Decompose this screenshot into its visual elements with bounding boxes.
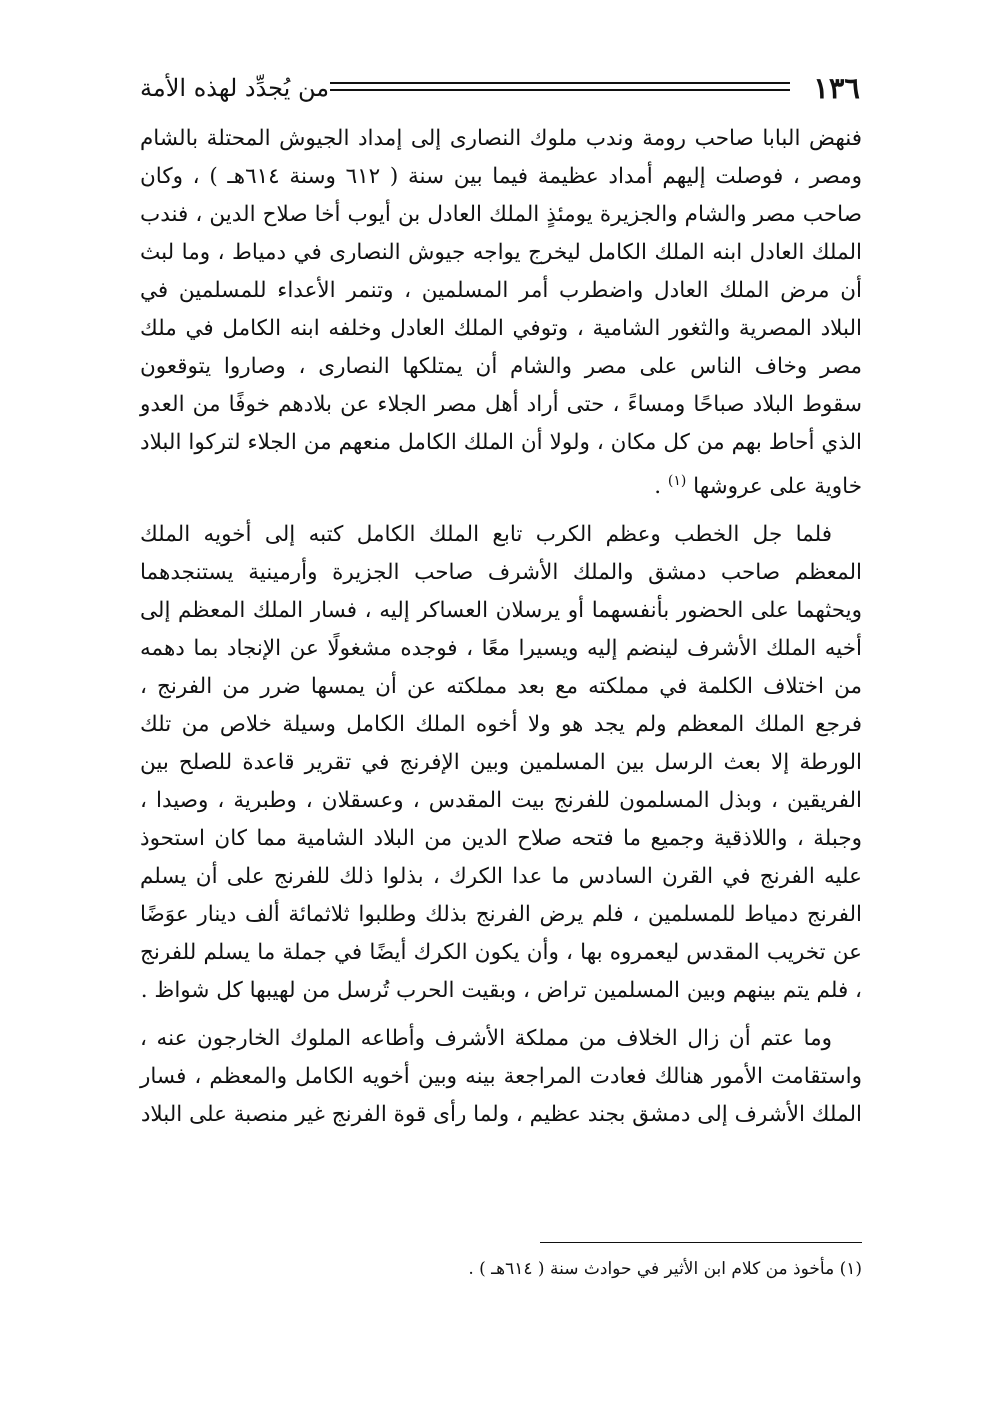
footnote-reference: (١) (667, 473, 687, 489)
paragraph-1-ending: . (654, 474, 668, 500)
page-header (140, 68, 860, 108)
paragraph-1-text: فنهض البابا صاحب رومة وندب ملوك النصارى إلى إمداد الجيوش المحتلة بالشام ومصر ، فوصلت إليهم أمداد عظيمة فيما بين سنة ( ٦١٢ وسنة ٦١٤هـ ) ، وكان صاحب مصر والشام والجزيرة يومئذٍ الملك العادل بن أيوب أخا صلاح الدين ، فندب الملك العادل ابنه الملك الكامل ليخرج يواجه جيوش النصارى في دمياط ، وما لبث أن مرض الملك العادل واضطرب أمر المسلمين ، وتنمر الأعداء للمسلمين في البلاد المصرية والثغور الشامية ، وتوفي الملك العادل وخلفه ابنه الكامل في ملك مصر وخاف الناس على مصر والشام أن يمتلكها النصارى ، وصاروا يتوقعون سقوط البلاد صباحًا ومساءً ، حتى أراد أهل مصر الجلاء عن بلادهم خوفًا من العدو الذي أحاط بهم من كل مكان ، ولولا أن الملك الكامل منعهم من الجلاء لتركوا البلاد خاوية على عروشها (140, 126, 862, 500)
footnote-separator (540, 1242, 862, 1243)
main-text (140, 120, 862, 1134)
footnote: (١) مأخوذ من كلام ابن الأثير في حوادث سنة ( ٦١٤هـ ) . (468, 1259, 862, 1279)
running-title: من يُجدِّد لهذه الأمة (140, 74, 330, 102)
header-double-rule (330, 82, 790, 91)
page-number: ١٣٦ (813, 71, 860, 105)
paragraph-3: وما عتم أن زال الخلاف من مملكة الأشرف وأطاعه الملوك الخارجون عنه ، واستقامت الأمور هنالك فعادت المراجعة بينه وبين أخويه الكامل والمعظم ، فسار الملك الأشرف إلى دمشق بجند عظيم ، ولما رأى قوة الفرنج غير منصبة على البلاد (140, 1026, 862, 1128)
paragraph-2: فلما جل الخطب وعظم الكرب تابع الملك الكامل كتبه إلى أخويه الملك المعظم صاحب دمشق والملك الأشرف صاحب الجزيرة وأرمينية يستنجدهما ويحثهما على الحضور بأنفسهما أو يرسلان العساكر إليه ، فسار الملك المعظم إلى أخيه الملك الأشرف لينضم إليه ويسيرا معًا ، فوجده مشغولًا عن الإنجاد بما دهمه من اختلاف الكلمة في مملكته مع بعد مملكته عن أن يمسها ضرر من الفرنج ، فرجع الملك المعظم ولم يجد هو ولا أخوه الملك الكامل وسيلة خلاص من تلك الورطة إلا بعث الرسل بين المسلمين وبين الإفرنج في تقرير قاعدة للصلح بين الفريقين ، وبذل المسلمون للفرنج بيت المقدس ، وعسقلان ، وطبرية ، وصيدا ، وجبلة ، واللاذقية وجميع ما فتحه صلاح الدين من البلاد الشامية مما كان استحوذ عليه الفرنج في القرن السادس ما عدا الكرك ، بذلوا ذلك للفرنج على أن يسلم الفرنج دمياط للمسلمين ، فلم يرض الفرنج بذلك وطلبوا ثلاثمائة ألف دينار عوَضًا عن تخريب المقدس ليعمروه بها ، وأن يكون الكرك أيضًا في جملة ما يسلم للفرنج ، فلم يتم بينهم وبين المسلمين تراض ، وبقيت الحرب تُرسل من لهيبها كل شواظ . (140, 522, 862, 1004)
paragraph-1 (140, 120, 862, 506)
